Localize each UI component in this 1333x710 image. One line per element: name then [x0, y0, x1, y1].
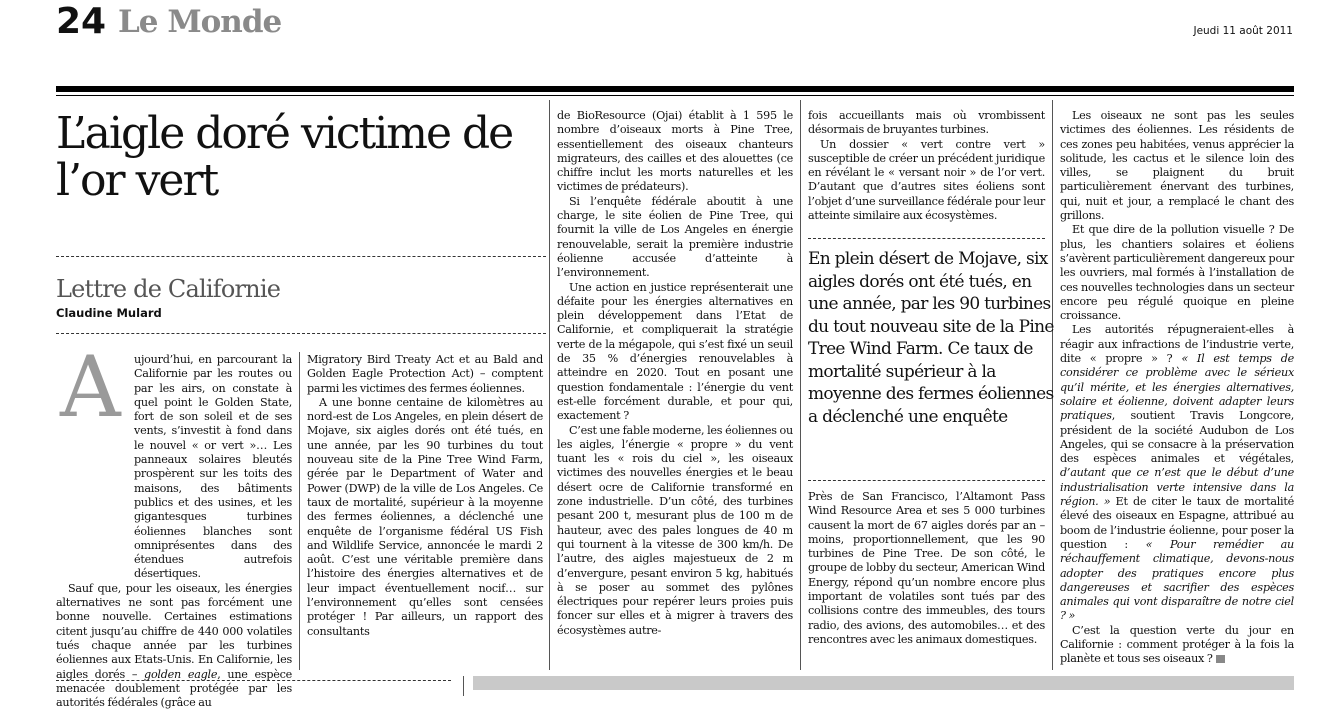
paragraph: Les oiseaux ne sont pas les seules victimes des éoliennes. Les résidents de ces zones peu habitées, venus apprécier la solitude, les cactus et le silence loin des villes, se plaignent du bruit particulièrement énervant des turbines, qui, nuit et jour, a remplacé le chant des grillons. [1060, 109, 1294, 223]
headline-divider [56, 256, 546, 257]
article-column-3 [557, 109, 793, 671]
paragraph: Et que dire de la pollution visuelle ? De plus, les chantiers solaires et éoliens s’avèrent particulièrement dangereux pour les ouvriers, mal formés à l’installation de ces nouvelles technologies dans un secteur encore peu régulé quoique en pleine croissance. [1060, 223, 1294, 323]
column-rule [299, 352, 300, 670]
paragraph: C’est une fable moderne, les éoliennes ou les aigles, l’énergie « propre » du vent tuant les « rois du ciel », les oiseaux victimes des nouvelles énergies et le beau désert ocre de Californie transformé en zone industrielle. D’un côté, des turbines pesant 200 t, mesurant plus de 100 m de hauteur, avec des pales longues de 40 m qui tournent à la vitesse de 300 km/h. De l’autre, des aigles majestueux de 2 m d’envergure, pesant environ 5 kg, habitués à se poser au sommet des pylônes électriques pour repérer leurs proies puis foncer sur elles et à migrer à travers des écosystèmes autre- [557, 423, 793, 637]
article-author: Claudine Mulard [56, 306, 162, 320]
issue-date: Jeudi 11 août 2011 [1193, 25, 1293, 37]
article-column-2 [307, 353, 543, 671]
article-rubric: Lettre de Californie [56, 275, 281, 303]
header-rule-thin [56, 95, 1294, 96]
paragraph: A une bonne centaine de kilomètres au nord-est de Los Angeles, en plein désert de Mojave, six aigles dorés ont été tués, en une année, par les 90 turbines du tout nouveau site de la Pine Tree Wind Farm, gérée par le Department of Water and Power (DWP) de la ville de Los Angeles. Ce taux de mortalité, supérieur à la moyenne des fermes éoliennes, a déclenché une enquête de l’organisme fédéral US Fish and Wildlife Service, annoncée le mardi 2 août. C’est une véritable première dans l’histoire des énergies alternatives et de leur impact éventuellement nocif… sur l’environnement qu’elles sont censées protéger ! Par ailleurs, un rapport des consultants [307, 395, 543, 638]
paragraph: Un dossier « vert contre vert » susceptible de créer un précédent juridique en révélant le « versant noir » de l’or vert. D’autant que d’autres sites éoliens sont l’objet d’une surveillance fédérale pour leur atteinte similaire aux écosystèmes. [808, 137, 1045, 223]
footer-gray-block [473, 676, 1294, 690]
column-rule [800, 100, 801, 670]
end-mark-icon [1216, 655, 1225, 663]
paragraph: Une action en justice représenterait une défaite pour les énergies alternatives en plein développement dans l’Etat de Californie, et compliquerait la stratégie verte de la mégapole, qui s’est fixé un seuil de 35 % d’énergies renouvelables à atteindre en 2020. Tout en posant une question fondamentale : l’énergie du vent est-elle forcément durable, et pour qui, exactement ? [557, 280, 793, 423]
article-column-1 [56, 353, 293, 710]
header-rule [56, 86, 1294, 92]
footer-rule [463, 676, 464, 696]
footer-divider [56, 680, 451, 681]
pullquote-divider-bottom [808, 480, 1045, 481]
article-column-4-top [808, 109, 1045, 235]
paragraph: ujourd’hui, en parcourant la Californie par les routes ou par les airs, on constate à quel point le Golden State, fort de son soleil et de ses vents, s’investit à fond dans le nouvel « or vert »… Les panneaux solaires bleutés prospèrent sur les toits des maisons, des bâtiments publics et des usines, et les gigantesques turbines éoliennes blanches sont omniprésentes dans des étendues autrefois désertiques. [134, 353, 292, 581]
paragraph: Sauf que, pour les oiseaux, les énergies alternatives ne sont pas forcément une bonne nouvelle. Certaines estimations citent jusqu’au chiffre de 440 000 volatiles tués chaque année par les turbines éoliennes aux Etats-Unis. En Californie, les aigles dorés – golden eagle, une espèce menacée doublement protégée par les autorités fédérales (grâce au [56, 581, 293, 710]
pullquote-divider-top [808, 238, 1045, 239]
newspaper-logo: Le Monde [118, 4, 282, 40]
pull-quote: En plein désert de Mojave, six aigles dorés ont été tués, en une année, par les 90 turbines du tout nouveau site de la Pine Tree Wind Farm. Ce taux de mortalité supérieur à la moyenne des fermes éoliennes a déclenché une enquête [808, 249, 1054, 427]
paragraph: C’est la question verte du jour en Californie : comment protéger à la fois la planète et tous ses oiseaux ? [1060, 623, 1294, 666]
article-column-5 [1060, 109, 1294, 671]
paragraph: Les autorités répugneraient-elles à réagir aux infractions de l’industrie verte, dite « propre » ? « Il est temps de considérer ce problème avec le sérieux qu’il mérite, et les énergies alternatives, solaire et éolienne, doivent adapter leurs pratiques, soutient Travis Longcore, président de la société Audubon de Los Angeles, qui se consacre à la préservation des espèces animales et végétales, d’autant que ce n’est que le début d’une industrialisation verte intensive dans la région. » Et de citer le taux de mortalité élevé des oiseaux en Espagne, attribué au boom de l’industrie éolienne, pour poser la question : « Pour remédier au réchauffement climatique, devons-nous adopter des pratiques encore plus dangereuses et sacrifier des espèces animales qui vont disparaître de notre ciel ? » [1060, 323, 1295, 623]
paragraph: Près de San Francisco, l’Altamont Pass Wind Resource Area et ses 5 000 turbines causent la mort de 67 aigles dorés par an – moins, proportionnellement, que les 90 turbines de Pine Tree. De son côté, le groupe de lobby du secteur, American Wind Energy, répond qu’un nombre encore plus important de volatiles sont tués par des collisions contre des immeubles, des tours radio, des avions, des automobiles… et des rencontres avec les animaux domestiques. [808, 490, 1045, 646]
paragraph: fois accueillants mais où vrombissent désormais de bruyantes turbines. [808, 109, 1045, 137]
article-headline: L’aigle doré victime de l’or vert [56, 108, 513, 206]
author-divider [56, 333, 546, 334]
page-number: 24 [56, 1, 107, 42]
column-rule [549, 100, 550, 670]
drop-cap: A [60, 338, 121, 436]
paragraph: Si l’enquête fédérale aboutit à une charge, le site éolien de Pine Tree, qui fournit la ville de Los Angeles en énergie renouvelable, serait la première industrie éolienne accusée d’atteinte à l’environnement. [557, 194, 793, 280]
paragraph: Migratory Bird Treaty Act et au Bald and Golden Eagle Protection Act) – comptent parmi les victimes des fermes éoliennes. [307, 353, 543, 395]
paragraph: de BioResource (Ojai) établit à 1 595 le nombre d’oiseaux morts à Pine Tree, essentiellement des oiseaux chanteurs migrateurs, des cailles et des alouettes (ce chiffre inclut les morts naturelles et les victimes de prédateurs). [557, 109, 793, 194]
article-column-4-bottom [808, 490, 1045, 670]
